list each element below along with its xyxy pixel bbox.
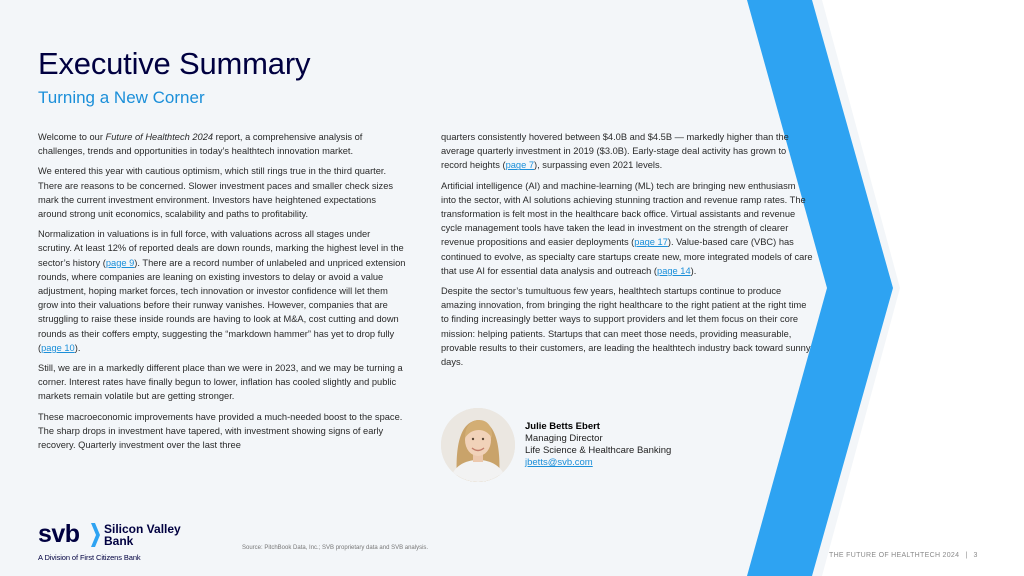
paragraph-macroeconomic: These macroeconomic improvements have provided a much-needed boost to the space. The sharp drops in investment have tapered, with investment showing signs of early recovery. Quarterly investment over the last three: [38, 411, 403, 451]
paragraph-ai-ml: Artificial intelligence (AI) and machine-learning (ML) tech are bringing new enthusiasm into the sector, with AI solutions achieving stunning traction and revenue ramp rates. The transformation is felt most in the healthcare back office. Virtual assistants and revenue cycle management tools have taken the lead in investment on the strength of clearer revenue propositions and easier deployments (page 17). Value-based care (VBC) has continued to evolve, as specialty care startups create new, more integrated models of care that use AI for essential data analysis and outreach (page 14).: [441, 180, 813, 276]
logo-bank-name: Silicon Valley Bank: [104, 522, 181, 548]
author-department: Life Science & Healthcare Banking: [525, 445, 672, 456]
footer-report-title: THE FUTURE OF HEALTHTECH 2024: [829, 552, 960, 559]
paragraph-despite: Despite the sector’s tumultuous few years, healthtech startups continue to produce amazing innovation, from bringing the right healthcare to the right patient at the right time to finding increasingly better ways to support providers and let them focus on their core mission: helping patients. Startups that can meet those needs, providing measurable, provable results to their customers, are leading the healthtech industry back toward sunny days.: [441, 286, 811, 368]
footer-separator: |: [965, 552, 968, 559]
logo-wordmark: svb: [38, 520, 80, 548]
page-9-link[interactable]: page 9: [105, 257, 135, 268]
page-17-link[interactable]: page 17: [634, 237, 668, 248]
paragraph-cautious-optimism: We entered this year with cautious optimism, which still rings true in the third quarter. There are reasons to be concerned. Slower investment paces and smaller check sizes mark the current investment environment. Investors have heightened expectations around strong unit economics, scalability and paths to profitability.: [38, 166, 394, 220]
paragraph-turning-corner: Still, we are in a markedly different place than we were in 2023, and we may be turning a corner. Interest rates have finally begun to lower, inflation has cooled slightly and public markets remain volatile but are getting stronger.: [38, 363, 403, 402]
logo-division-text: A Division of First Citizens Bank: [38, 553, 141, 562]
page-10-link[interactable]: page 10: [41, 342, 75, 353]
page-title: Executive Summary: [38, 46, 311, 81]
page-14-link[interactable]: page 14: [657, 265, 691, 276]
author-name: Julie Betts Ebert: [525, 421, 600, 432]
page-number: 3: [973, 552, 978, 559]
paragraph-normalization: Normalization in valuations is in full force, with valuations across all stages under scrutiny. At least 12% of reported deals are down rounds, marking the highest level in the sector’s history (page 9). There are a record number of unlabeled and unpriced extension rounds, where companies are leaning on existing investors to delay or avoid a value adjustment, hoping market forces, tech innovation or investor confidence will let them grow into their valuations before their runway vanishes. However, companies that are struggling to raise these inside rounds are having to look at M&A, cost cutting and down rounds as their coffers empty, suggesting the “markdown hammer” has yet to drop fully (page 10).: [38, 229, 406, 353]
paragraph-welcome: Welcome to our Future of Healthtech 2024 report, a comprehensive analysis of challenges, trends and opportunities in today’s healthtech innovation market.: [38, 132, 363, 157]
logo-chevron-icon: [90, 523, 100, 547]
source-note: Source: PitchBook Data, Inc.; SVB proprietary data and SVB analysis.: [242, 545, 429, 551]
text-column-right: [441, 130, 813, 375]
author-info: [525, 421, 671, 469]
author-email-link[interactable]: jbetts@svb.com: [525, 457, 593, 468]
paragraph-quarterly-investment: quarters consistently hovered between $4.0B and $4.5B — markedly higher than the average quarterly investment in 2019 ($3.0B). Early-stage deal activity has grown to record heights (page 7), surpassing even 2021 levels.: [441, 132, 789, 171]
page-7-link[interactable]: page 7: [505, 160, 535, 171]
author-role: Managing Director: [525, 433, 603, 444]
page-footer: [829, 552, 978, 559]
author-photo: [441, 408, 515, 482]
author-profile: [441, 408, 821, 488]
page-subtitle: Turning a New Corner: [38, 88, 205, 107]
text-column-left: [38, 130, 406, 458]
